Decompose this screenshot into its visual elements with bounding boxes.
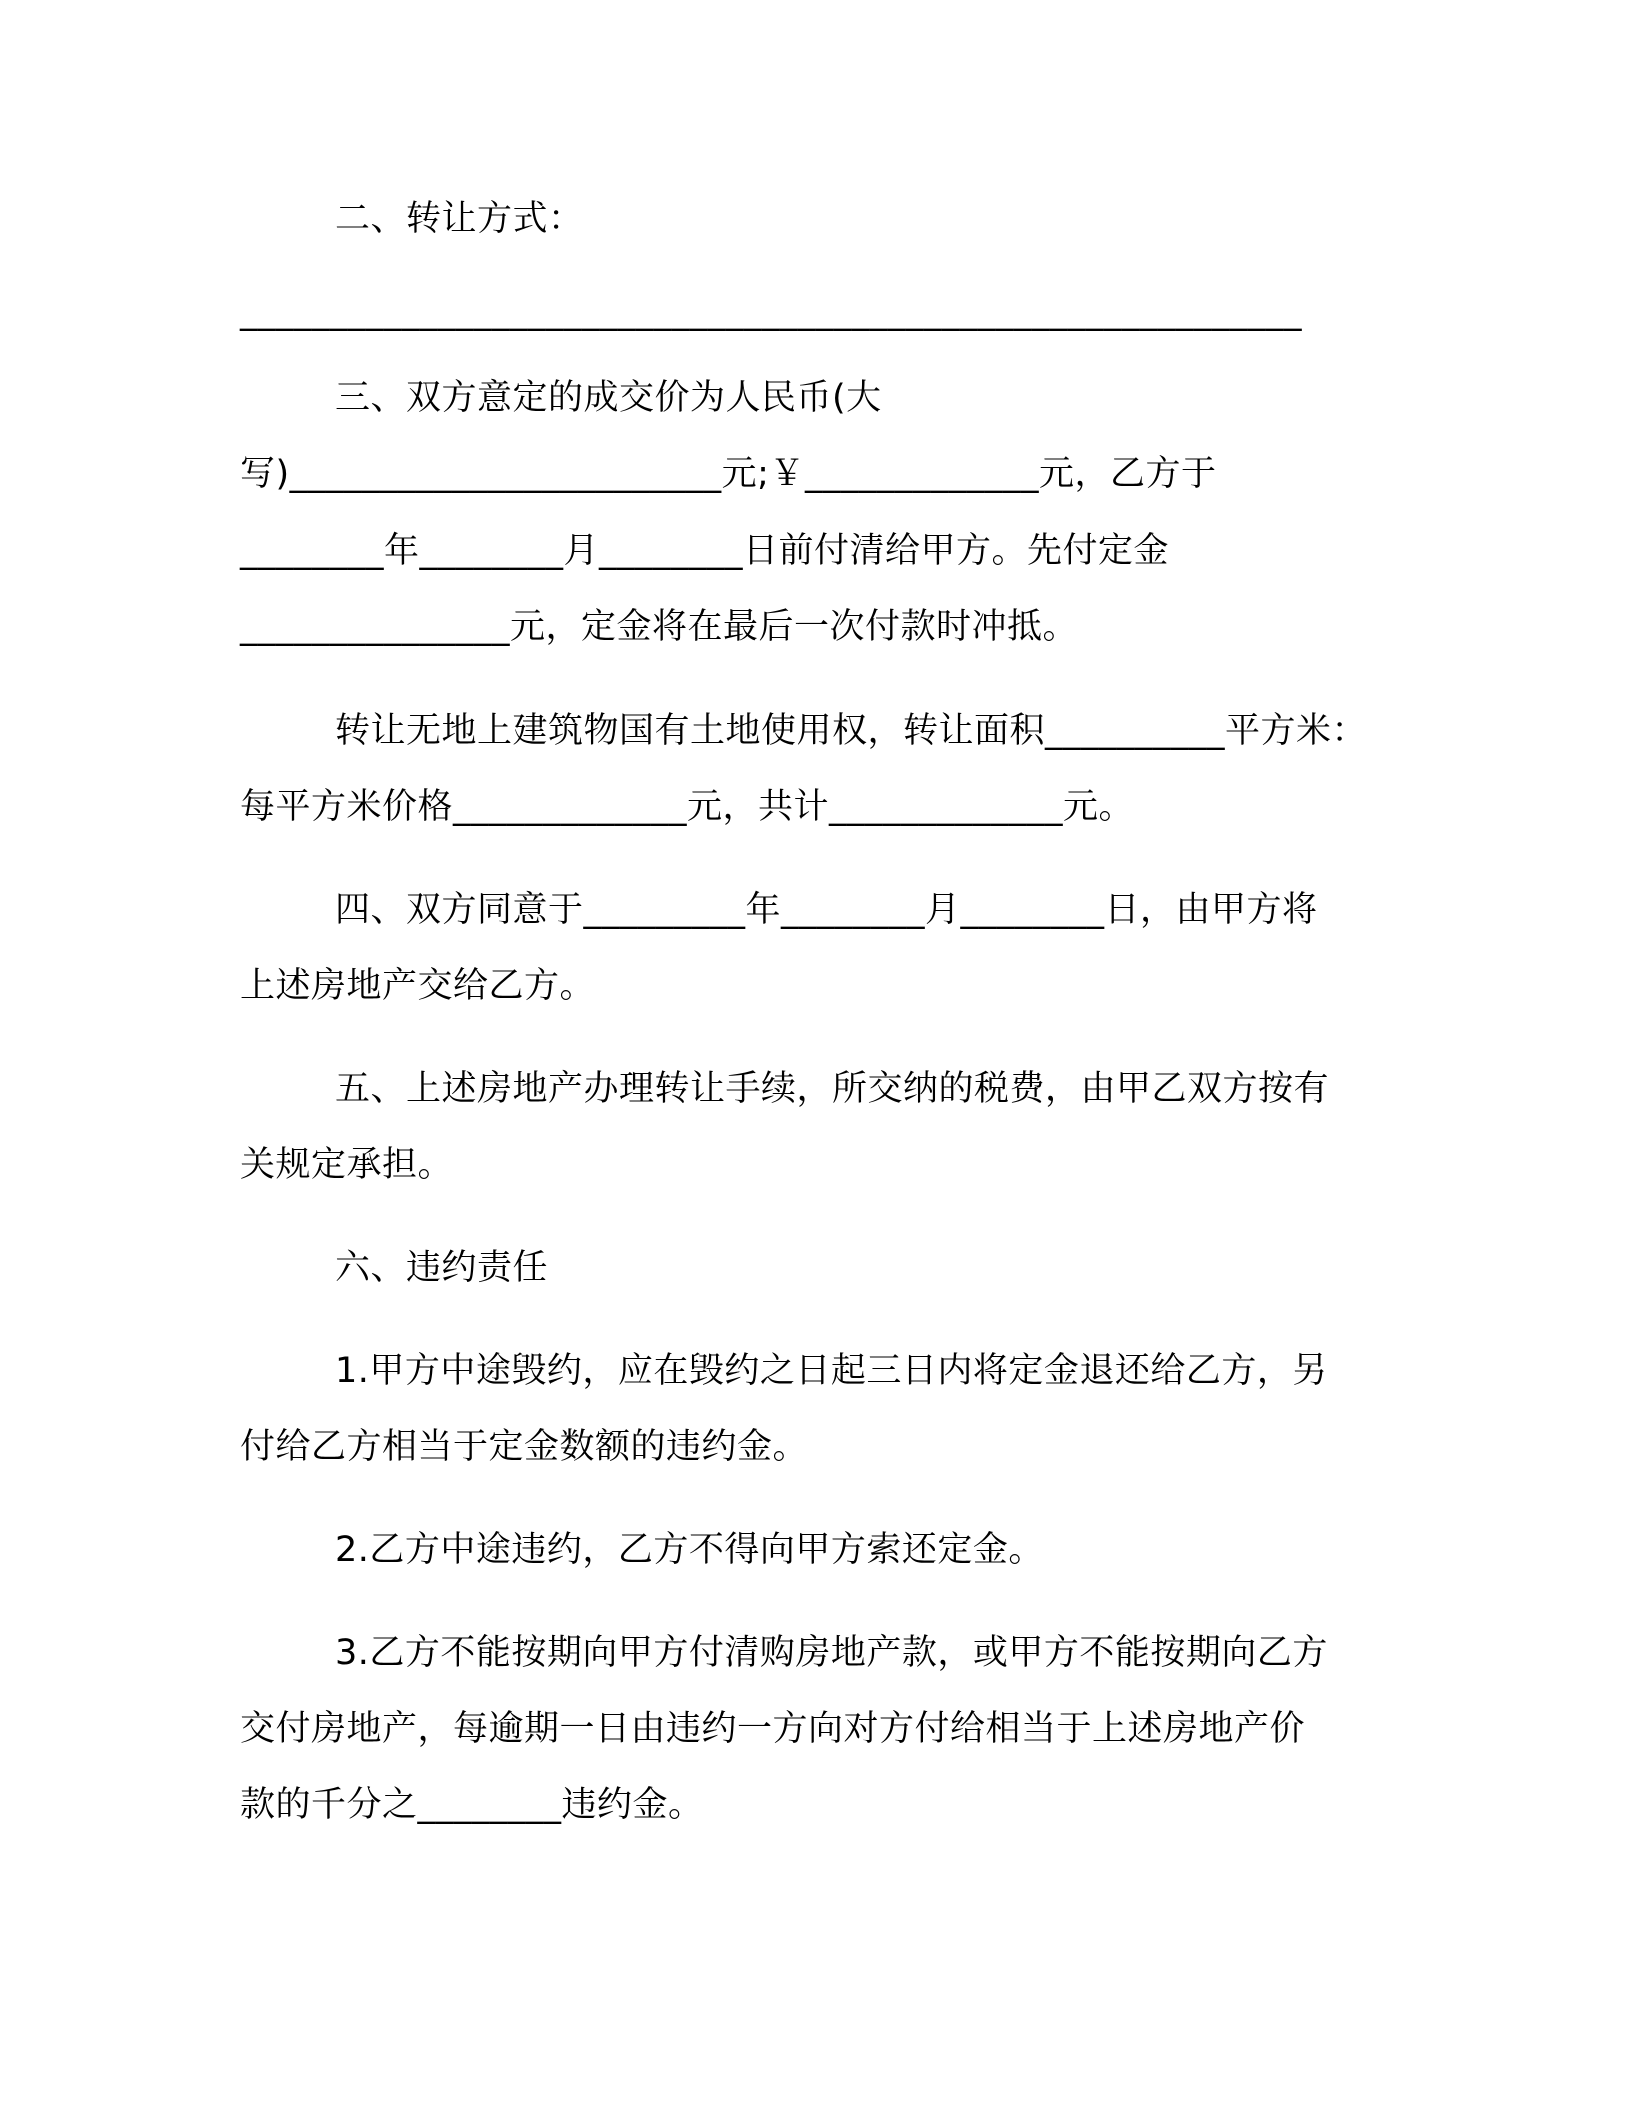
section-3-line-2: 写)________________________元;￥_____________元，乙方于	[240, 454, 1217, 494]
clause-1-line-2: 付给乙方相当于定金数额的违约金。	[240, 1427, 809, 1467]
section-3-line-3: ________年________月________日前付清给甲方。先付定金	[240, 531, 1170, 571]
clause-1-line-1: 1.甲方中途毁约，应在毁约之日起三日内将定金退还给乙方，另	[335, 1351, 1328, 1391]
land-transfer-line-2: 每平方米价格_____________元，共计_____________元。	[240, 787, 1135, 827]
land-transfer-line-1: 转让无地上建筑物国有土地使用权，转让面积__________平方米：	[335, 711, 1368, 751]
blank-line: ___________________________________________________________	[240, 292, 1302, 332]
section-3-line-1: 三、双方意定的成交价为人民币(大	[335, 378, 882, 418]
section-6-heading: 六、违约责任	[335, 1248, 549, 1288]
section-5-line-1: 五、上述房地产办理转让手续，所交纳的税费，由甲乙双方按有	[335, 1069, 1330, 1109]
clause-3-line-1: 3.乙方不能按期向甲方付清购房地产款，或甲方不能按期向乙方	[335, 1633, 1328, 1673]
section-3-line-4: _______________元，定金将在最后一次付款时冲抵。	[240, 607, 1079, 647]
clause-3-line-3: 款的千分之________违约金。	[240, 1785, 704, 1825]
section-2-heading: 二、转让方式：	[335, 199, 584, 239]
section-4-line-1: 四、双方同意于_________年________月________日，由甲方将	[335, 890, 1318, 930]
clause-2: 2.乙方中途违约，乙方不得向甲方索还定金。	[335, 1530, 1044, 1570]
clause-3-line-2: 交付房地产，每逾期一日由违约一方向对方付给相当于上述房地产价	[240, 1709, 1306, 1749]
section-5-line-2: 关规定承担。	[240, 1145, 454, 1185]
section-4-line-2: 上述房地产交给乙方。	[240, 966, 596, 1006]
